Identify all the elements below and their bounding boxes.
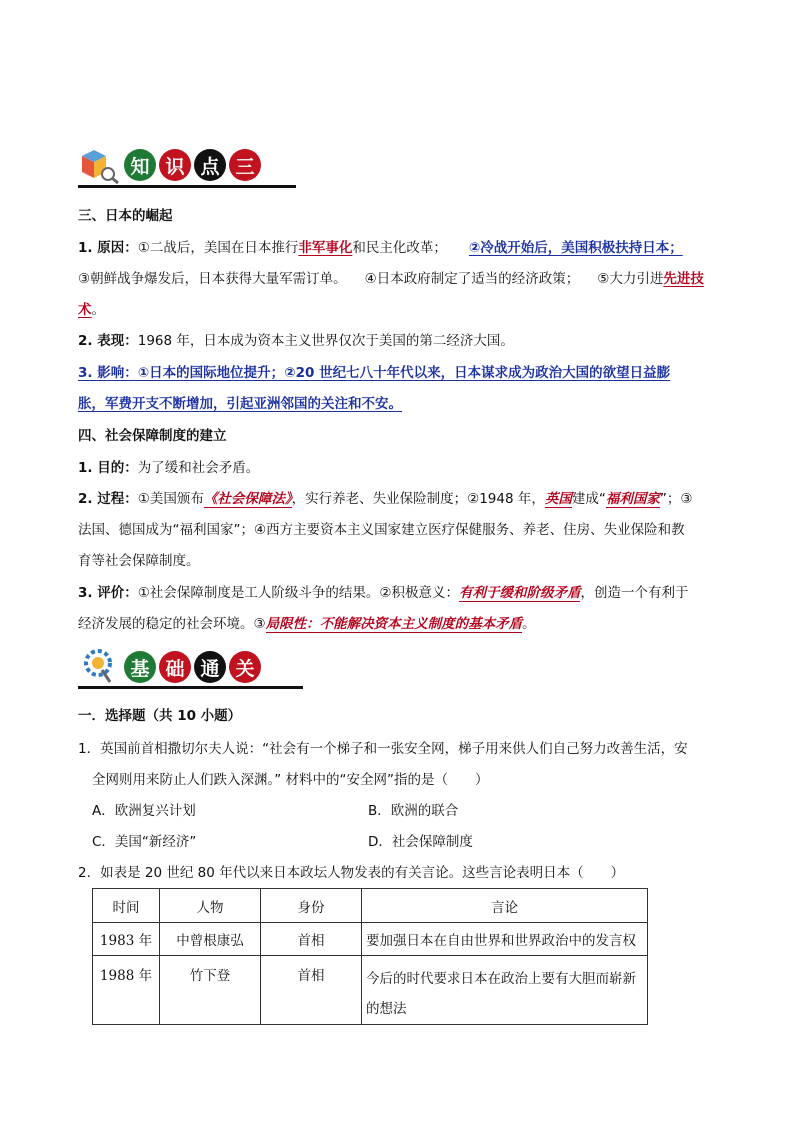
highlight-demilitarization: 非军事化 [298, 240, 353, 256]
banner-char-1: 基 [124, 651, 156, 683]
text: ①社会保障制度是工人阶级斗争的结果。②积极意义： [137, 585, 459, 601]
table-header-role: 身份 [261, 889, 362, 923]
text: ，创造一个有利于 [580, 585, 689, 601]
label: 2. 表现： [78, 333, 138, 349]
text: 经济发展的稳定的社会环境。③ [78, 616, 266, 632]
text: 和民主化改革； [352, 240, 447, 256]
table-header-time: 时间 [93, 889, 160, 923]
question-2-table [92, 888, 648, 1025]
question-2-stem: 2．如表是 20 世纪 80 年代以来日本政坛人物发表的有关言论。这些言论表明日本（ ） [78, 865, 625, 881]
highlight-advanced-tech-cont: 术 [78, 302, 92, 318]
label: 1. 目的： [78, 460, 138, 476]
quiz-heading: 一．选择题（共 10 小题） [78, 708, 242, 724]
table-cell-person: 竹下登 [160, 956, 261, 1025]
section-title-social-security: 四、社会保障制度的建立 [78, 428, 227, 444]
banner-char-1: 知 [124, 149, 156, 181]
highlight-ease-class-conflict: 有利于缓和阶级矛盾 [458, 585, 581, 601]
text: ”；③ [659, 491, 693, 507]
table-header-row [93, 889, 648, 923]
table-cell-role: 首相 [261, 956, 362, 1025]
banner-char-2: 础 [159, 651, 191, 683]
question-1-option-c[interactable]: C．美国“新经济” [92, 834, 197, 850]
label: 2. 过程： [78, 491, 138, 507]
paragraph-reasons-line-3 [78, 301, 105, 319]
cube-icon [78, 146, 122, 184]
paragraph-process-line-1 [78, 490, 692, 508]
highlight-welfare-state: 福利国家 [605, 491, 660, 507]
section-banner-basic-pass [78, 648, 264, 686]
label: 1. 原因： [78, 240, 138, 256]
table-cell-time: 1983 年 [93, 923, 160, 956]
text: 为了缓和社会矛盾。 [137, 460, 260, 476]
banner-char-2: 识 [159, 149, 191, 181]
paragraph-process-line-2: 法国、德国成为“福利国家”；④西方主要资本主义国家建立医疗保健服务、养老、住房、失业保险和教 [78, 522, 685, 538]
banner-char-4: 关 [229, 651, 261, 683]
banner-char-4: 三 [229, 149, 261, 181]
table-row [93, 923, 648, 956]
question-1-line-1: 1．英国前首相撒切尔夫人说：“社会有一个梯子和一张安全网，梯子用来供人们自己努力改善生活，安 [78, 741, 688, 757]
table-cell-role: 首相 [261, 923, 362, 956]
text: 1968 年，日本成为资本主义世界仅次于美国的第二经济大国。 [137, 333, 514, 349]
paragraph-evaluation-line-1 [78, 584, 688, 602]
section-title-japan-rise: 三、日本的崛起 [78, 208, 173, 224]
text: 建成“ [571, 491, 606, 507]
paragraph-impact-line-2: 胀，军费开支不断增加，引起亚洲邻国的关注和不安。 [78, 396, 402, 412]
banner-underline [78, 686, 303, 689]
question-1-option-d[interactable]: D．社会保障制度 [368, 834, 473, 850]
banner-char-3: 点 [194, 149, 226, 181]
paragraph-reasons-line-2 [78, 270, 704, 288]
table-cell-person: 中曾根康弘 [160, 923, 261, 956]
gear-magnifier-icon [78, 648, 122, 686]
table-header-person: 人物 [160, 889, 261, 923]
banner-underline [78, 185, 296, 188]
table-row [93, 956, 648, 1025]
paragraph-reasons-line-1 [78, 239, 683, 257]
highlight-advanced-tech: 先进技 [663, 271, 704, 287]
paragraph-process-line-3: 育等社会保障制度。 [78, 553, 200, 569]
label: 3. 评价： [78, 585, 138, 601]
text: ，实行养老、失业保险制度；②1948 年， [291, 491, 545, 507]
banner-char-3: 通 [194, 651, 226, 683]
table-header-remarks: 言论 [362, 889, 648, 923]
table-cell-remarks: 要加强日本在自由世界和世界政治中的发言权 [362, 923, 648, 956]
highlight-social-security-act: 《社会保障法》 [203, 491, 292, 507]
paragraph-purpose [78, 459, 259, 477]
text: ①二战后，美国在日本推行 [137, 240, 299, 256]
paragraph-performance [78, 332, 514, 350]
text: ⑤大力引进 [597, 271, 664, 287]
highlight-britain: 英国 [544, 491, 572, 507]
text: 。 [91, 302, 105, 318]
text: ④日本政府制定了适当的经济政策； [364, 271, 580, 287]
highlight-limitation: 局限性：不能解决资本主义制度的基本矛盾 [265, 616, 523, 632]
question-1-option-a[interactable]: A．欧洲复兴计划 [92, 803, 196, 819]
text: ③朝鲜战争爆发后，日本获得大量军需订单。 [78, 271, 347, 287]
paragraph-impact-line-1: 3. 影响：①日本的国际地位提升；②20 世纪七八十年代以来，日本谋求成为政治大国的欲望日益膨 [78, 365, 671, 381]
table-cell-remarks: 今后的时代要求日本在政治上要有大胆而崭新的想法 [362, 956, 648, 1025]
section-banner-knowledge-3 [78, 146, 264, 184]
paragraph-evaluation-line-2 [78, 615, 536, 633]
question-1-line-2: 全网则用来防止人们跌入深渊。” 材料中的“安全网”指的是（ ） [92, 772, 489, 788]
highlight-cold-war: ②冷战开始后，美国积极扶持日本； [468, 240, 683, 256]
question-1-option-b[interactable]: B．欧洲的联合 [368, 803, 459, 819]
text: ①美国颁布 [137, 491, 204, 507]
text: 。 [522, 616, 536, 632]
table-cell-time: 1988 年 [93, 956, 160, 1025]
